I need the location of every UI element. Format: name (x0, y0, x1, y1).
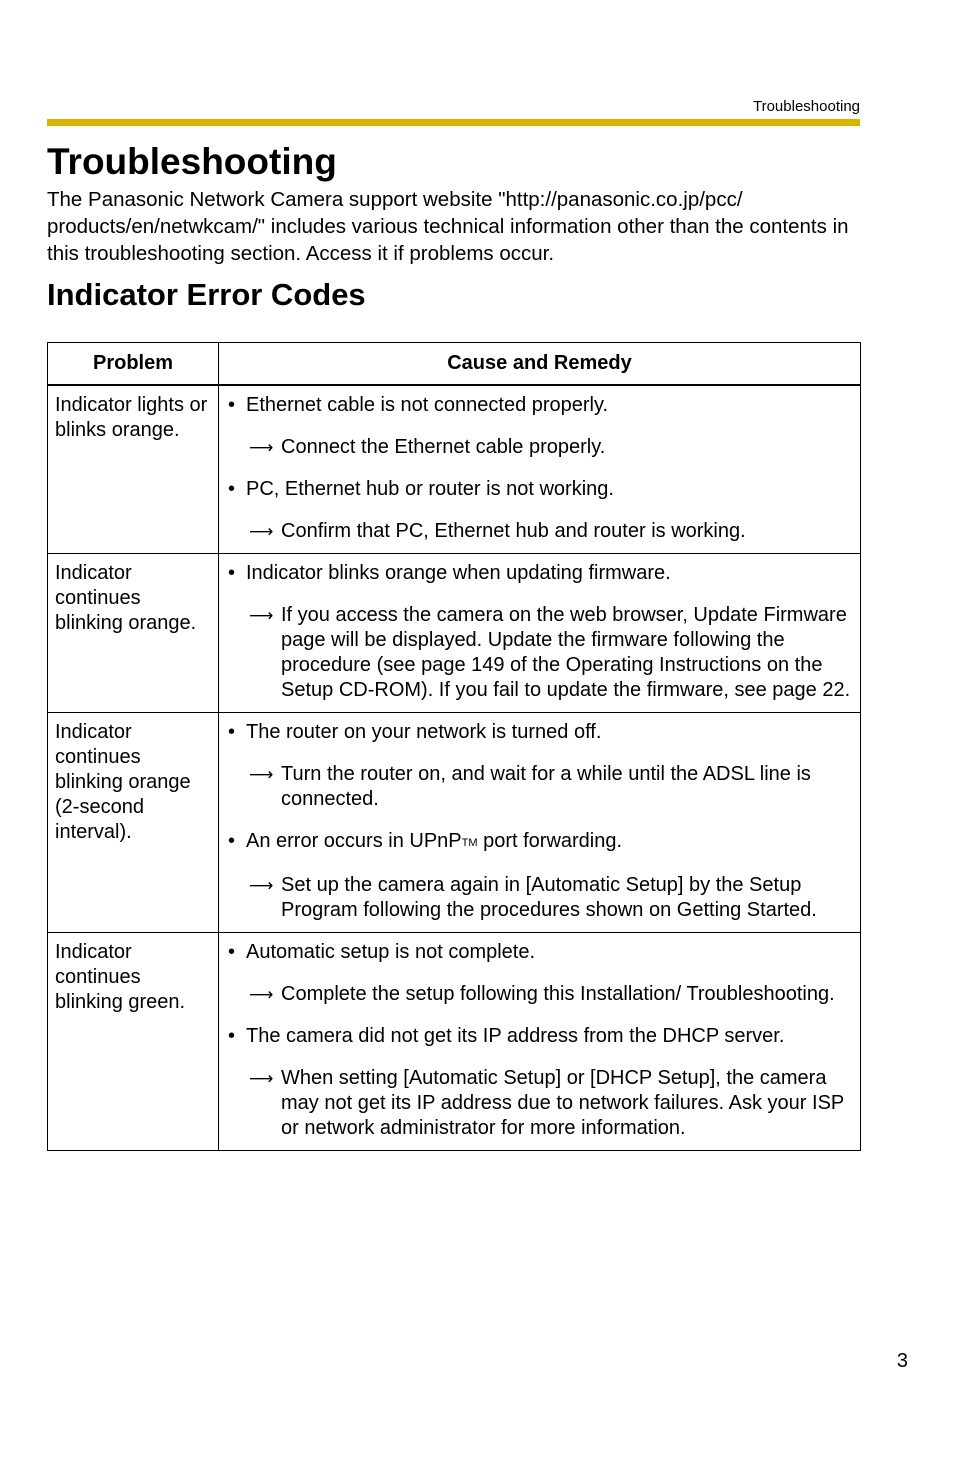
cause-item (227, 940, 854, 965)
arrow-right-icon: ⟶ (249, 522, 274, 541)
cause-text: PC, Ethernet hub or router is not working. (246, 478, 614, 500)
table-row (48, 385, 861, 554)
remedy-cell (219, 385, 861, 554)
table-row (48, 713, 861, 933)
remedy-item (227, 982, 854, 1007)
remedy-text: Connect the Ethernet cable properly. (281, 436, 606, 458)
bullet-icon: • (228, 1025, 236, 1047)
remedy-text: If you access the camera on the web browser, Update Firmware page will be displayed. Update the firmware following the procedure (see page 149 of the Operating Instructions on the Setup CD-ROM). If you fail to update the firmware, see page 22. (281, 604, 851, 701)
remedy-item (227, 873, 854, 923)
remedy-cell (219, 554, 861, 713)
problem-column-header: Problem (48, 343, 219, 386)
remedy-item (227, 519, 854, 544)
remedy-text: Complete the setup following this Installation/ Troubleshooting. (281, 983, 835, 1005)
problem-cell: Indicator continues blinking orange (2-second interval). (48, 713, 219, 933)
cause-item (227, 720, 854, 745)
cause-text: Indicator blinks orange when updating firmware. (246, 562, 671, 584)
problem-cell: Indicator continues blinking green. (48, 933, 219, 1151)
page-title: Troubleshooting (47, 141, 337, 182)
cause-text (246, 830, 622, 852)
intro-paragraph: The Panasonic Network Camera support website "http://panasonic.co.jp/pcc/ products/en/netwkcam/" includes various technical information other than the contents in this troubleshooting section. Access it if problems occur. (47, 188, 849, 265)
remedy-item (227, 762, 854, 812)
remedy-text: When setting [Automatic Setup] or [DHCP Setup], the camera may not get its IP address due to network failures. Ask your ISP or network administrator for more information. (281, 1067, 844, 1139)
remedy-cell (219, 713, 861, 933)
bullet-icon: • (228, 562, 236, 584)
trademark-mark: TM (461, 837, 478, 849)
remedy-cell (219, 933, 861, 1151)
cause-text-part: port forwarding. (477, 830, 623, 852)
table-row (48, 554, 861, 713)
remedy-item (227, 435, 854, 460)
arrow-right-icon: ⟶ (249, 1069, 274, 1088)
cause-item (227, 829, 854, 856)
table-header-row (48, 343, 861, 386)
remedy-item (227, 1066, 854, 1141)
cause-text-part: An error occurs in UPnP (246, 830, 462, 852)
problem-cell: Indicator lights or blinks orange. (48, 385, 219, 554)
running-header: Troubleshooting (752, 98, 860, 115)
table-row (48, 933, 861, 1151)
cause-item (227, 561, 854, 586)
cause-text: Automatic setup is not complete. (246, 941, 536, 963)
remedy-text: Set up the camera again in [Automatic Setup] by the Setup Program following the procedures shown on Getting Started. (281, 874, 817, 921)
remedy-item (227, 603, 854, 703)
cause-item (227, 393, 854, 418)
cause-text: Ethernet cable is not connected properly. (246, 394, 609, 416)
arrow-right-icon: ⟶ (249, 876, 274, 895)
bullet-icon: • (228, 830, 236, 852)
problem-cell: Indicator continues blinking orange. (48, 554, 219, 713)
indicator-error-table (47, 342, 861, 1151)
remedy-column-header: Cause and Remedy (219, 343, 861, 386)
bullet-icon: • (228, 478, 236, 500)
arrow-right-icon: ⟶ (249, 438, 274, 457)
bullet-icon: • (228, 721, 236, 743)
bullet-icon: • (228, 941, 236, 963)
bullet-icon: • (228, 394, 236, 416)
cause-text: The router on your network is turned off. (246, 721, 602, 743)
arrow-right-icon: ⟶ (249, 765, 274, 784)
remedy-text: Turn the router on, and wait for a while until the ADSL line is connected. (281, 763, 811, 810)
cause-text: The camera did not get its IP address from the DHCP server. (246, 1025, 785, 1047)
arrow-right-icon: ⟶ (249, 985, 274, 1004)
arrow-right-icon: ⟶ (249, 606, 274, 625)
cause-item (227, 477, 854, 502)
page-number: 3 (896, 1350, 908, 1372)
section-title: Indicator Error Codes (47, 277, 366, 312)
remedy-text: Confirm that PC, Ethernet hub and router is working. (281, 520, 746, 542)
cause-item (227, 1024, 854, 1049)
header-rule (47, 119, 860, 126)
